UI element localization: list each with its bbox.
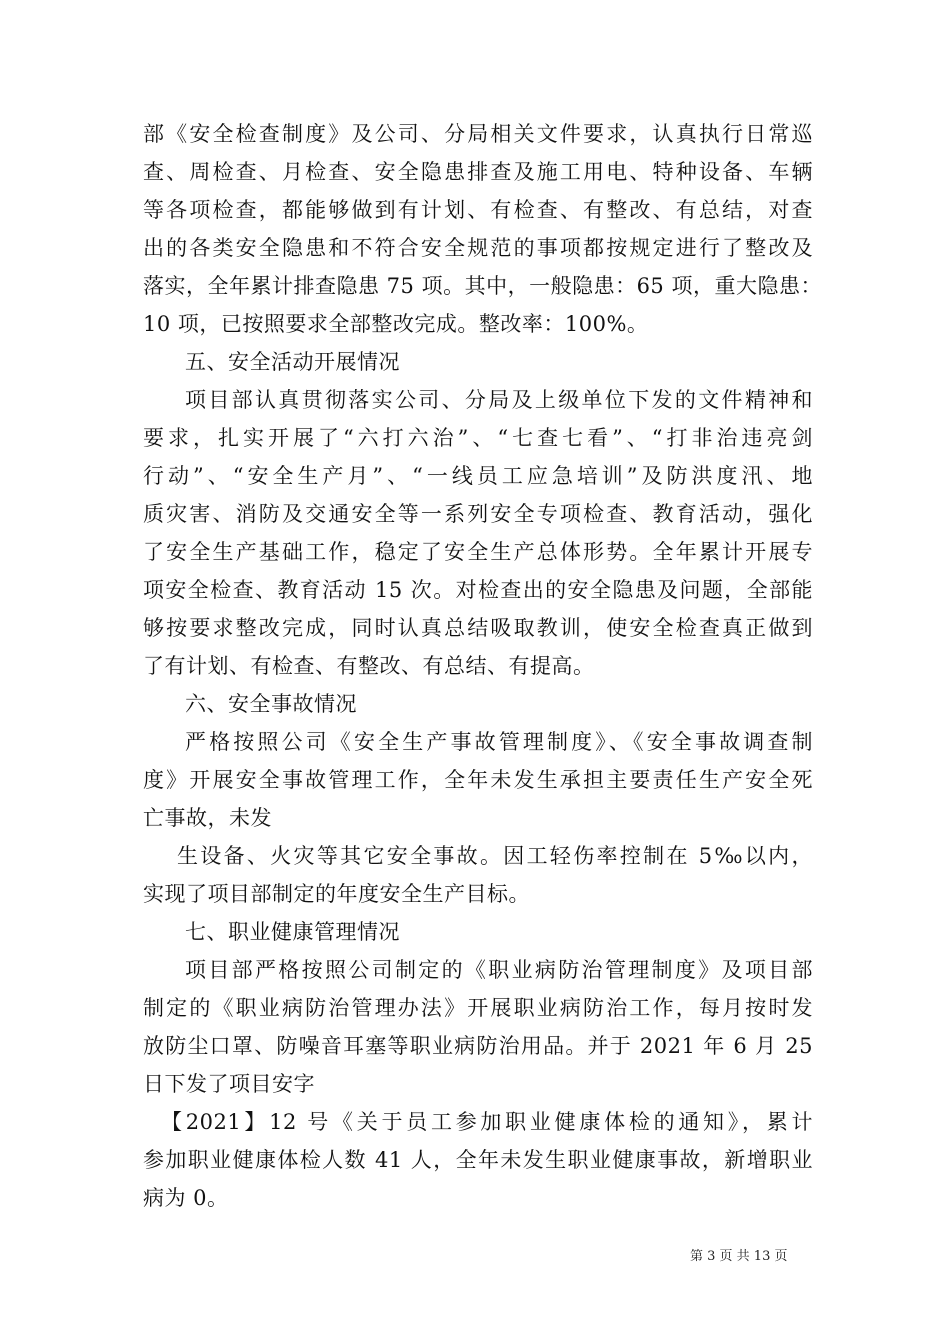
paragraph-line: 严格按照公司《安全生产事故管理制度》、《安全事故调查制	[185, 730, 813, 754]
paragraph-line: 查、周检查、月检查、安全隐患排查及施工用电、特种设备、车辆	[143, 160, 813, 184]
paragraph-line: 10 项，已按照要求全部整改完成。整改率：100%。	[143, 312, 649, 336]
paragraph-line: 日下发了项目安字	[143, 1072, 315, 1096]
paragraph-line: 项安全检查、教育活动 15 次。对检查出的安全隐患及问题，全部能	[143, 578, 813, 602]
paragraph-line: 落实，全年累计排查隐患 75 项。其中，一般隐患：65 项，重大隐患：	[143, 274, 822, 298]
paragraph-line: 生设备、火灾等其它安全事故。因工轻伤率控制在 5‰以内，	[177, 844, 813, 868]
paragraph-line: 部《安全检查制度》及公司、分局相关文件要求，认真执行日常巡	[143, 122, 813, 146]
paragraph-line: 【2021】12 号《关于员工参加职业健康体检的通知》，累计	[161, 1110, 813, 1134]
paragraph-line: 制定的《职业病防治管理办法》开展职业病防治工作，每月按时发	[143, 996, 813, 1020]
paragraph-line: 放防尘口罩、防噪音耳塞等职业病防治用品。并于 2021 年 6 月 25	[143, 1034, 813, 1058]
paragraph-line: 项目部认真贯彻落实公司、分局及上级单位下发的文件精神和	[185, 388, 813, 412]
page-number: 第 3 页 共 13 页	[690, 1249, 788, 1264]
paragraph-line: 够按要求整改完成，同时认真总结吸取教训，使安全检查真正做到	[143, 616, 813, 640]
paragraph-line: 了有计划、有检查、有整改、有总结、有提高。	[143, 654, 595, 678]
section-heading: 七、职业健康管理情况	[185, 920, 400, 944]
paragraph-line: 质灾害、消防及交通安全等一系列安全专项检查、教育活动，强化	[143, 502, 813, 526]
paragraph-line: 实现了项目部制定的年度安全生产目标。	[143, 882, 530, 906]
paragraph-line: 病为 0。	[143, 1186, 229, 1210]
paragraph-line: 了安全生产基础工作，稳定了安全生产总体形势。全年累计开展专	[143, 540, 813, 564]
paragraph-line: 要求，扎实开展了“六打六治”、“七查七看”、“打非治违亮剑	[143, 426, 813, 450]
paragraph-line: 等各项检查，都能够做到有计划、有检查、有整改、有总结，对查	[143, 198, 813, 222]
paragraph-line: 出的各类安全隐患和不符合安全规范的事项都按规定进行了整改及	[143, 236, 813, 260]
paragraph-line: 参加职业健康体检人数 41 人，全年未发生职业健康事故，新增职业	[143, 1148, 813, 1172]
paragraph-line: 度》开展安全事故管理工作，全年未发生承担主要责任生产安全死	[143, 768, 813, 792]
document-body	[143, 115, 822, 1217]
section-heading: 六、安全事故情况	[185, 692, 357, 716]
paragraph-line: 亡事故，未发	[143, 806, 272, 830]
section-heading: 五、安全活动开展情况	[185, 350, 400, 374]
paragraph-line: 项目部严格按照公司制定的《职业病防治管理制度》及项目部	[185, 958, 813, 982]
paragraph-line: 行动”、“安全生产月”、“一线员工应急培训”及防洪度汛、地	[143, 464, 813, 488]
